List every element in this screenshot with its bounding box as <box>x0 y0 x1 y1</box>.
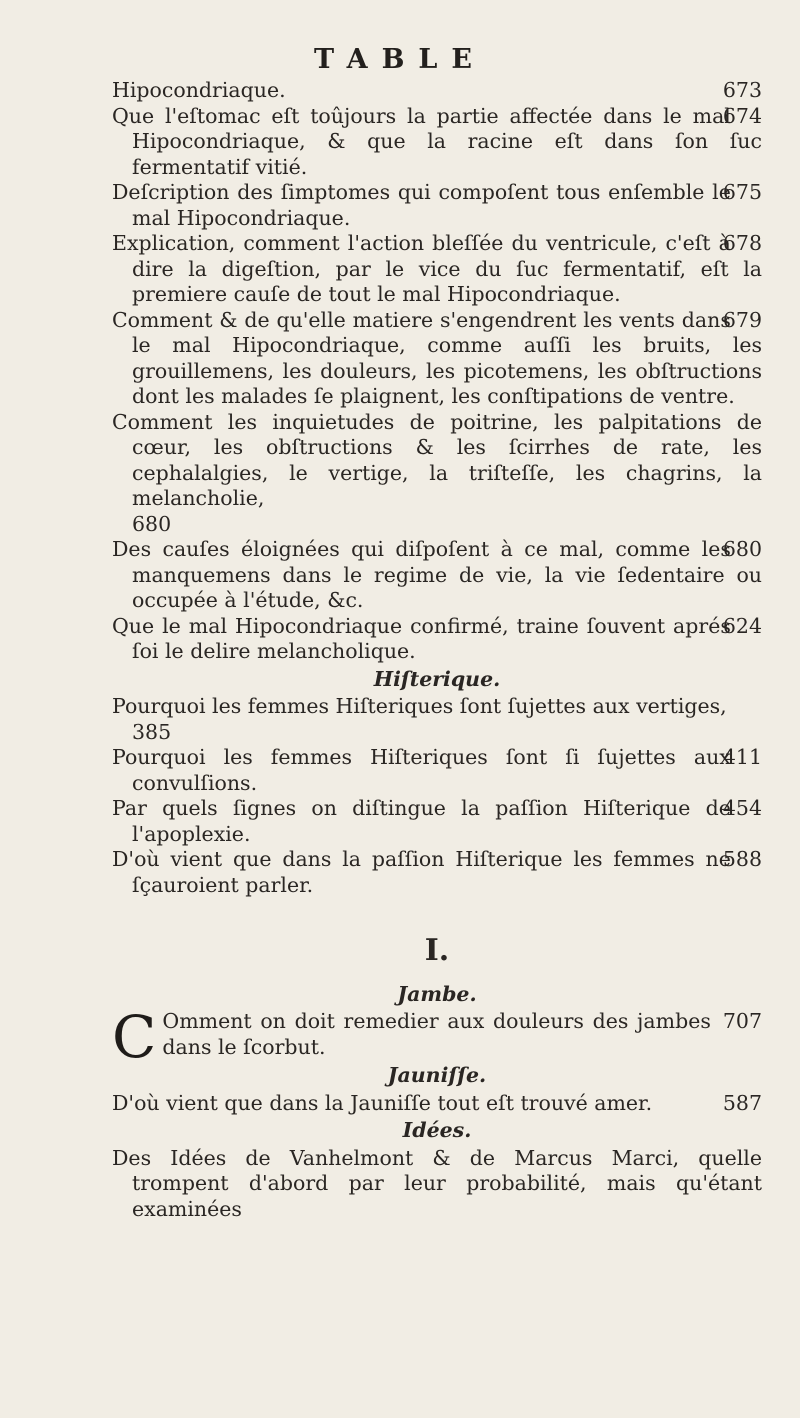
index-entry <box>112 847 762 898</box>
entry-text: D'où vient que dans la paſſion Hiſterique les femmes ne ſçauroient parler. <box>112 847 731 897</box>
page-number: 680 <box>132 511 172 536</box>
index-entry <box>112 231 762 308</box>
letter-heading: I. <box>424 933 450 968</box>
section-heading: Hiſterique. <box>373 666 501 691</box>
page-number: 673 <box>722 78 762 102</box>
section-heading: Idées. <box>402 1118 472 1142</box>
entry-text: Que l'eſtomac eſt toûjours la partie affectée dans le mal Hipocondriaque, & que la racine eſt dans ſon ſuc fermentatif vitié. <box>112 103 762 179</box>
page-number: 587 <box>722 1090 762 1115</box>
index-entry <box>112 78 762 104</box>
page-number: 707 <box>722 1009 762 1033</box>
entry-text: Par quels ſignes on diſtingue la paſſion Hiſterique de l'apoplexie. <box>112 796 731 846</box>
section-heading: Jambe. <box>397 981 477 1006</box>
running-head: TABLE <box>314 44 486 75</box>
page-number: 678 <box>722 231 762 255</box>
entry-text: Hipocondriaque. <box>112 78 286 102</box>
page-number: 674 <box>722 103 762 128</box>
entry-text: Des cauſes éloignées qui diſpoſent à ce mal, comme les manquemens dans le regime de vie, la vie ſedentaire ou occupée à l'étude, &c. <box>112 537 762 612</box>
index-entry <box>112 796 762 847</box>
page-number: 680 <box>722 537 762 561</box>
index-entry <box>112 410 762 538</box>
index-entry <box>112 1091 762 1117</box>
entry-text: Comment les inquietudes de poitrine, les palpitations de cœur, les obſtructions & les ſcirrhes de rate, les cephalalgies, le vertige, la triſteſſe, les chagrins, la melancholie, <box>112 409 762 510</box>
page-number: 454 <box>722 796 762 820</box>
index-entry <box>112 694 762 745</box>
entry-text: D'où vient que dans la Jauniſſe tout eſt trouvé amer. <box>112 1090 653 1115</box>
index-entry <box>112 537 762 614</box>
entry-text: Omment on doit remedier aux douleurs des jambes dans le ſcorbut. <box>162 1009 711 1059</box>
entry-text: Deſcription des ſimptomes qui compoſent tous enſemble le mal Hipocondriaque. <box>112 180 731 230</box>
page-number: 675 <box>722 180 762 204</box>
entry-text: Comment & de qu'elle matiere s'engendrent les vents dans le mal Hipocondriaque, comme auſſi les bruits, les grouillemens, les douleurs, les picotemens, les obſtructions dont les malades ſe plaignent, les conſtipations de ventre. <box>112 307 762 408</box>
drop-cap: C <box>112 1003 157 1071</box>
entry-text: Des Idées de Vanhelmont & de Marcus Marci, quelle trompent d'abord par leur probabilité, mais qu'étant examinées <box>112 1145 762 1221</box>
index-body <box>112 78 762 1222</box>
index-entry <box>112 180 762 231</box>
page-number: 679 <box>722 307 762 332</box>
entry-text: Que le mal Hipocondriaque confirmé, traine ſouvent aprés ſoi le delire melancholique. <box>112 613 731 663</box>
index-entry <box>112 104 762 181</box>
index-entry <box>112 745 762 796</box>
page-number: 385 <box>132 719 172 744</box>
index-entry <box>112 1146 762 1223</box>
entry-text: Pourquoi les femmes Hiſteriques ſont ſi ſujettes aux convulſions. <box>112 745 731 795</box>
page-number: 588 <box>722 847 762 871</box>
entry-text: Pourquoi les femmes Hiſteriques ſont ſujettes aux vertiges, <box>112 694 727 718</box>
index-entry <box>112 1003 762 1071</box>
index-entry <box>112 308 762 410</box>
page-number: 624 <box>722 613 762 638</box>
section-heading: Jauniſſe. <box>387 1063 487 1087</box>
page-number: 411 <box>722 745 762 769</box>
entry-text: Explication, comment l'action bleſſée du ventricule, c'eſt à dire la digeſtion, par le vice du ſuc fermentatif, eſt la premiere cauſe de tout le mal Hipocondriaque. <box>112 231 762 306</box>
index-entry <box>112 614 762 665</box>
